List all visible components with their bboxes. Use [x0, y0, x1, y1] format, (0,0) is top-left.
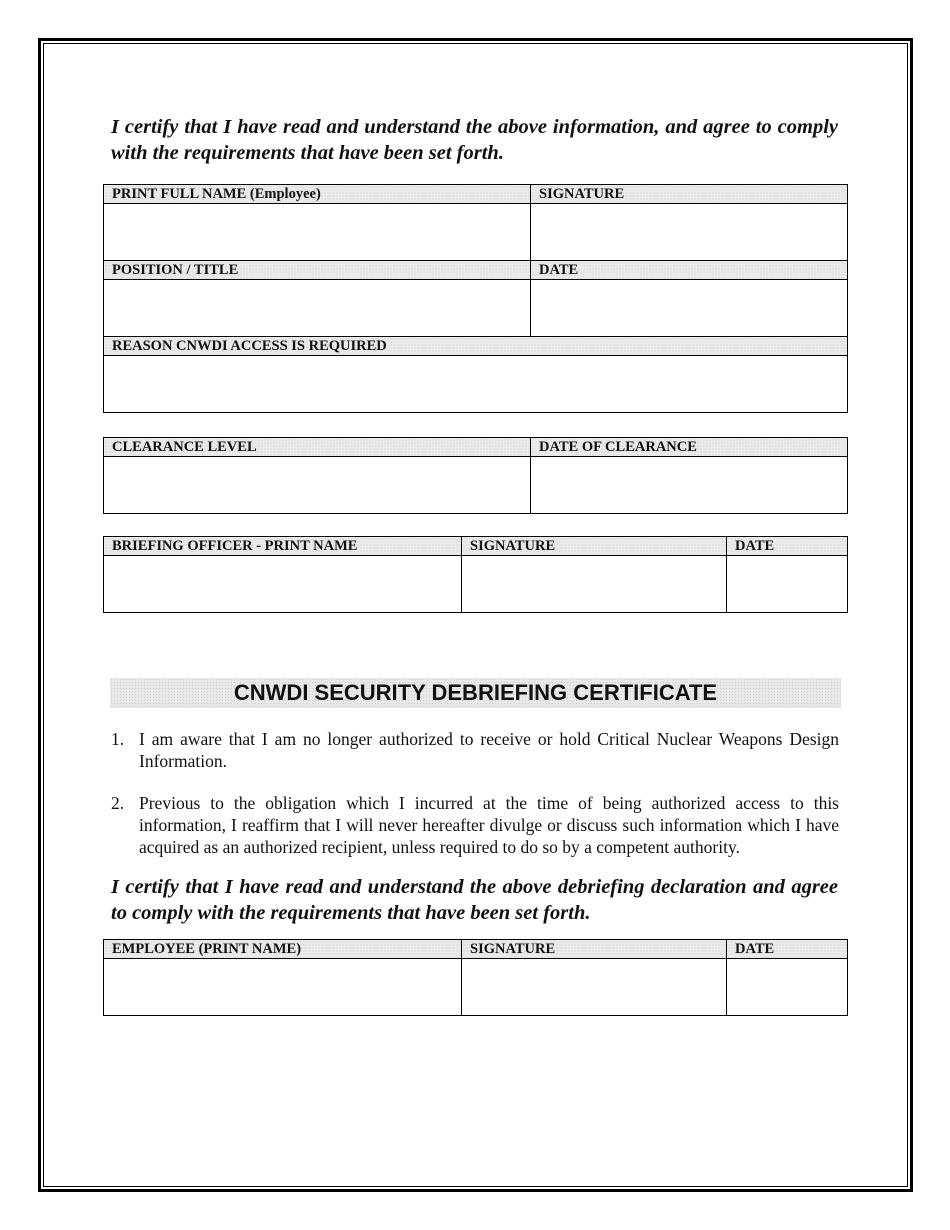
briefing-officer-signature-field[interactable]	[462, 556, 727, 613]
employee-print-name-label: EMPLOYEE (PRINT NAME)	[104, 940, 462, 959]
position-title-field[interactable]	[104, 280, 531, 337]
date-label: DATE	[531, 261, 848, 280]
debriefing-declarations	[111, 728, 839, 878]
declaration-text: Previous to the obligation which I incurred at the time of being authorized access to this information, I reaffirm that I will never hereafter divulge or discuss such information which I have acquired as an authorized recipient, unless required to do so by a competent authority.	[139, 793, 839, 857]
clearance-form-table	[103, 437, 848, 514]
declaration-item	[111, 728, 839, 772]
debriefing-title: CNWDI SECURITY DEBRIEFING CERTIFICATE	[110, 678, 841, 708]
employee-name-field[interactable]	[104, 204, 531, 261]
briefing-officer-table	[103, 536, 848, 613]
declaration-item	[111, 792, 839, 858]
debrief-signature-label: SIGNATURE	[462, 940, 727, 959]
briefing-officer-signature-label: SIGNATURE	[462, 537, 727, 556]
briefing-certification-statement: I certify that I have read and understand the above information, and agree to comply with the requirements that have been set forth.	[111, 116, 838, 164]
declaration-number: 1.	[111, 729, 125, 749]
print-full-name-label: PRINT FULL NAME (Employee)	[104, 185, 531, 204]
briefing-officer-name-field[interactable]	[104, 556, 462, 613]
briefing-officer-name-label: BRIEFING OFFICER - PRINT NAME	[104, 537, 462, 556]
position-title-label: POSITION / TITLE	[104, 261, 531, 280]
debrief-date-field[interactable]	[727, 959, 848, 1016]
declaration-text: I am aware that I am no longer authorized to receive or hold Critical Nuclear Weapons Design Information.	[139, 729, 839, 771]
date-of-clearance-field[interactable]	[531, 457, 848, 514]
signature-label: SIGNATURE	[531, 185, 848, 204]
clearance-level-field[interactable]	[104, 457, 531, 514]
debrief-employee-table	[103, 939, 848, 1016]
clearance-level-label: CLEARANCE LEVEL	[104, 438, 531, 457]
reason-access-field[interactable]	[104, 356, 848, 413]
employee-signature-field[interactable]	[531, 204, 848, 261]
debrief-date-label: DATE	[727, 940, 848, 959]
debrief-signature-field[interactable]	[462, 959, 727, 1016]
briefing-officer-date-label: DATE	[727, 537, 848, 556]
debrief-employee-name-field[interactable]	[104, 959, 462, 1016]
briefing-officer-date-field[interactable]	[727, 556, 848, 613]
date-of-clearance-label: DATE OF CLEARANCE	[531, 438, 848, 457]
debriefing-certification-statement: I certify that I have read and understand the above debriefing declaration and agree to comply with the requirements that have been set forth.	[111, 876, 838, 924]
declaration-number: 2.	[111, 793, 125, 813]
briefing-date-field[interactable]	[531, 280, 848, 337]
briefing-form-table	[103, 184, 848, 413]
reason-access-label: REASON CNWDI ACCESS IS REQUIRED	[104, 337, 848, 356]
